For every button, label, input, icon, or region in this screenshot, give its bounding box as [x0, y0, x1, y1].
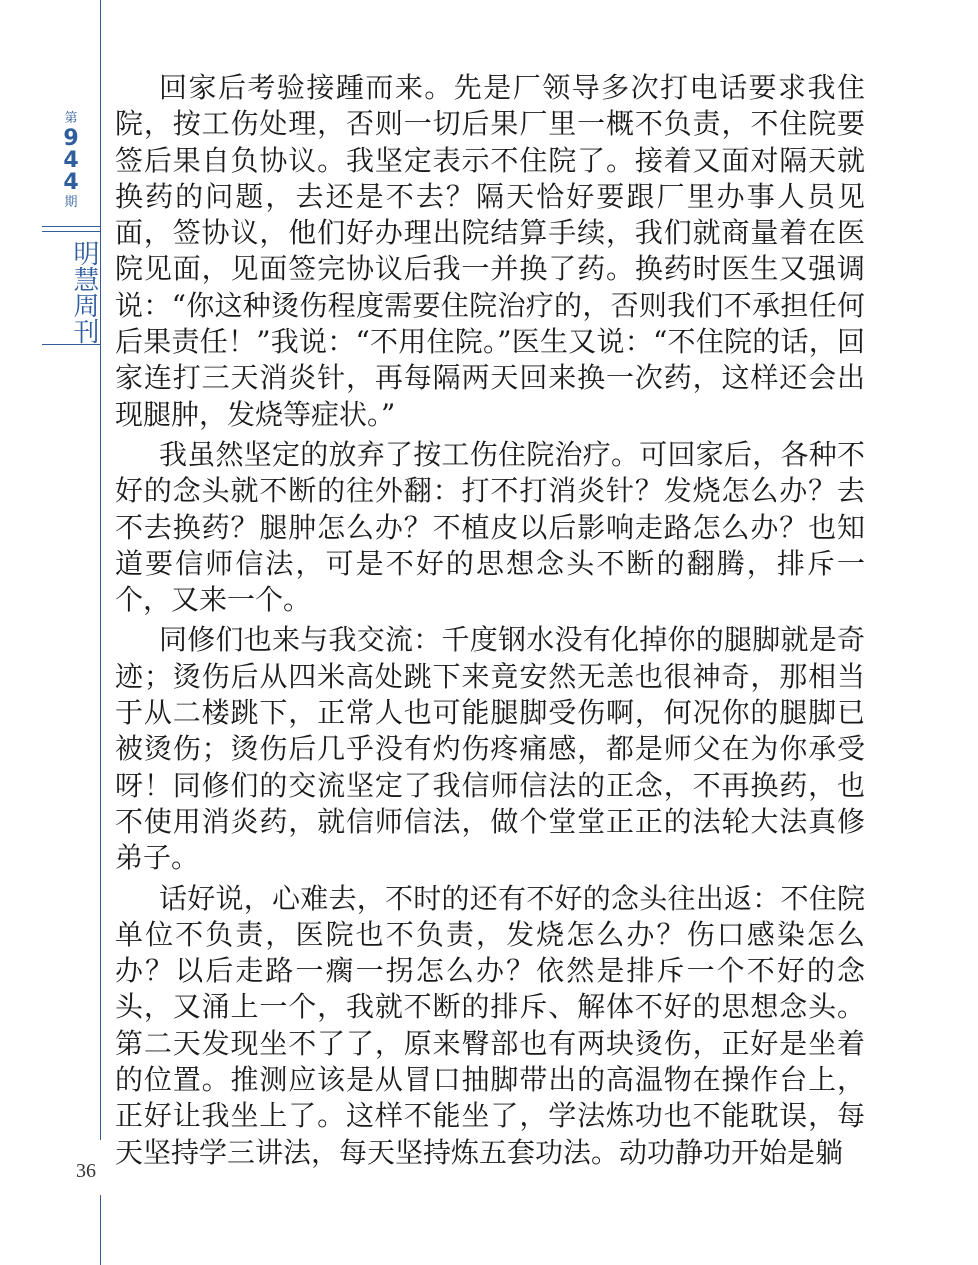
issue-digit: 9: [63, 126, 79, 151]
divider: [42, 226, 100, 227]
page-number: 36: [76, 1160, 96, 1182]
margin-rule: [100, 0, 101, 1140]
magazine-title: 明慧周刊: [69, 240, 99, 344]
divider: [42, 344, 100, 345]
margin-rule-bottom: [100, 1195, 101, 1265]
divider: [42, 231, 100, 232]
issue-suffix: 期: [64, 195, 78, 210]
paragraph: 回家后考验接踵而来。先是厂领导多次打电话要求我住院，按工伤处理，否则一切后果厂里一概不负责，不住院要签后果自负协议。我坚定表示不住院了。接着又面对隔天就换药的问题，去还是不去？隔天恰好要跟厂里办事人员见面，签协议，他们好办理出院结算手续，我们就商量着在医院见面，见面签完协议后我一并换了药。换药时医生又强调说：“你这种烫伤程度需要住院治疗的，否则我们不承担任何后果责任！”我说：“不用住院。”医生又说：“不住院的话，回家连打三天消炎针，再每隔两天回来换一次药，这样还会出现腿肿，发烧等症状。”: [115, 71, 865, 431]
issue-number: [42, 110, 100, 212]
issue-digit: 4: [63, 170, 79, 195]
paragraph: 我虽然坚定的放弃了按工伤住院治疗。可回家后，各种不好的念头就不断的往外翻：打不打消炎针？发烧怎么办？去不去换药？腿肿怎么办？不植皮以后影响走路怎么办？也知道要信师信法，可是不好的思想念头不断的翻腾，排斥一个，又来一个。: [115, 437, 865, 617]
issue-digit: 4: [63, 148, 79, 173]
paragraph: 话好说，心难去，不时的还有不好的念头往出返：不住院单位不负责，医院也不负责，发烧怎么办？伤口感染怎么办？以后走路一瘸一拐怎么办？依然是排斥一个不好的念头，又涌上一个，我就不断的排斥、解体不好的思想念头。第二天发现坐不了了，原来臀部也有两块烫伤，正好是坐着的位置。推测应该是从冒口抽脚带出的高温物在操作台上，正好让我坐上了。这样不能坐了，学法炼功也不能耽误，每天坚持学三讲法，每天坚持炼五套功法。动功静功开始是躺: [115, 881, 865, 1169]
issue-prefix: 第: [64, 111, 78, 126]
article-body: [115, 70, 865, 1175]
paragraph: 同修们也来与我交流：千度钢水没有化掉你的腿脚就是奇迹；烫伤后从四米高处跳下来竟安然无恙也很神奇，那相当于从二楼跳下，正常人也可能腿脚受伤啊，何况你的腿脚已被烫伤；烫伤后几乎没有灼伤疼痛感，都是师父在为你承受呀！同修们的交流坚定了我信师信法的正念，不再换药，也不使用消炎药，就信师信法，做个堂堂正正的法轮大法真修弟子。: [115, 623, 865, 875]
